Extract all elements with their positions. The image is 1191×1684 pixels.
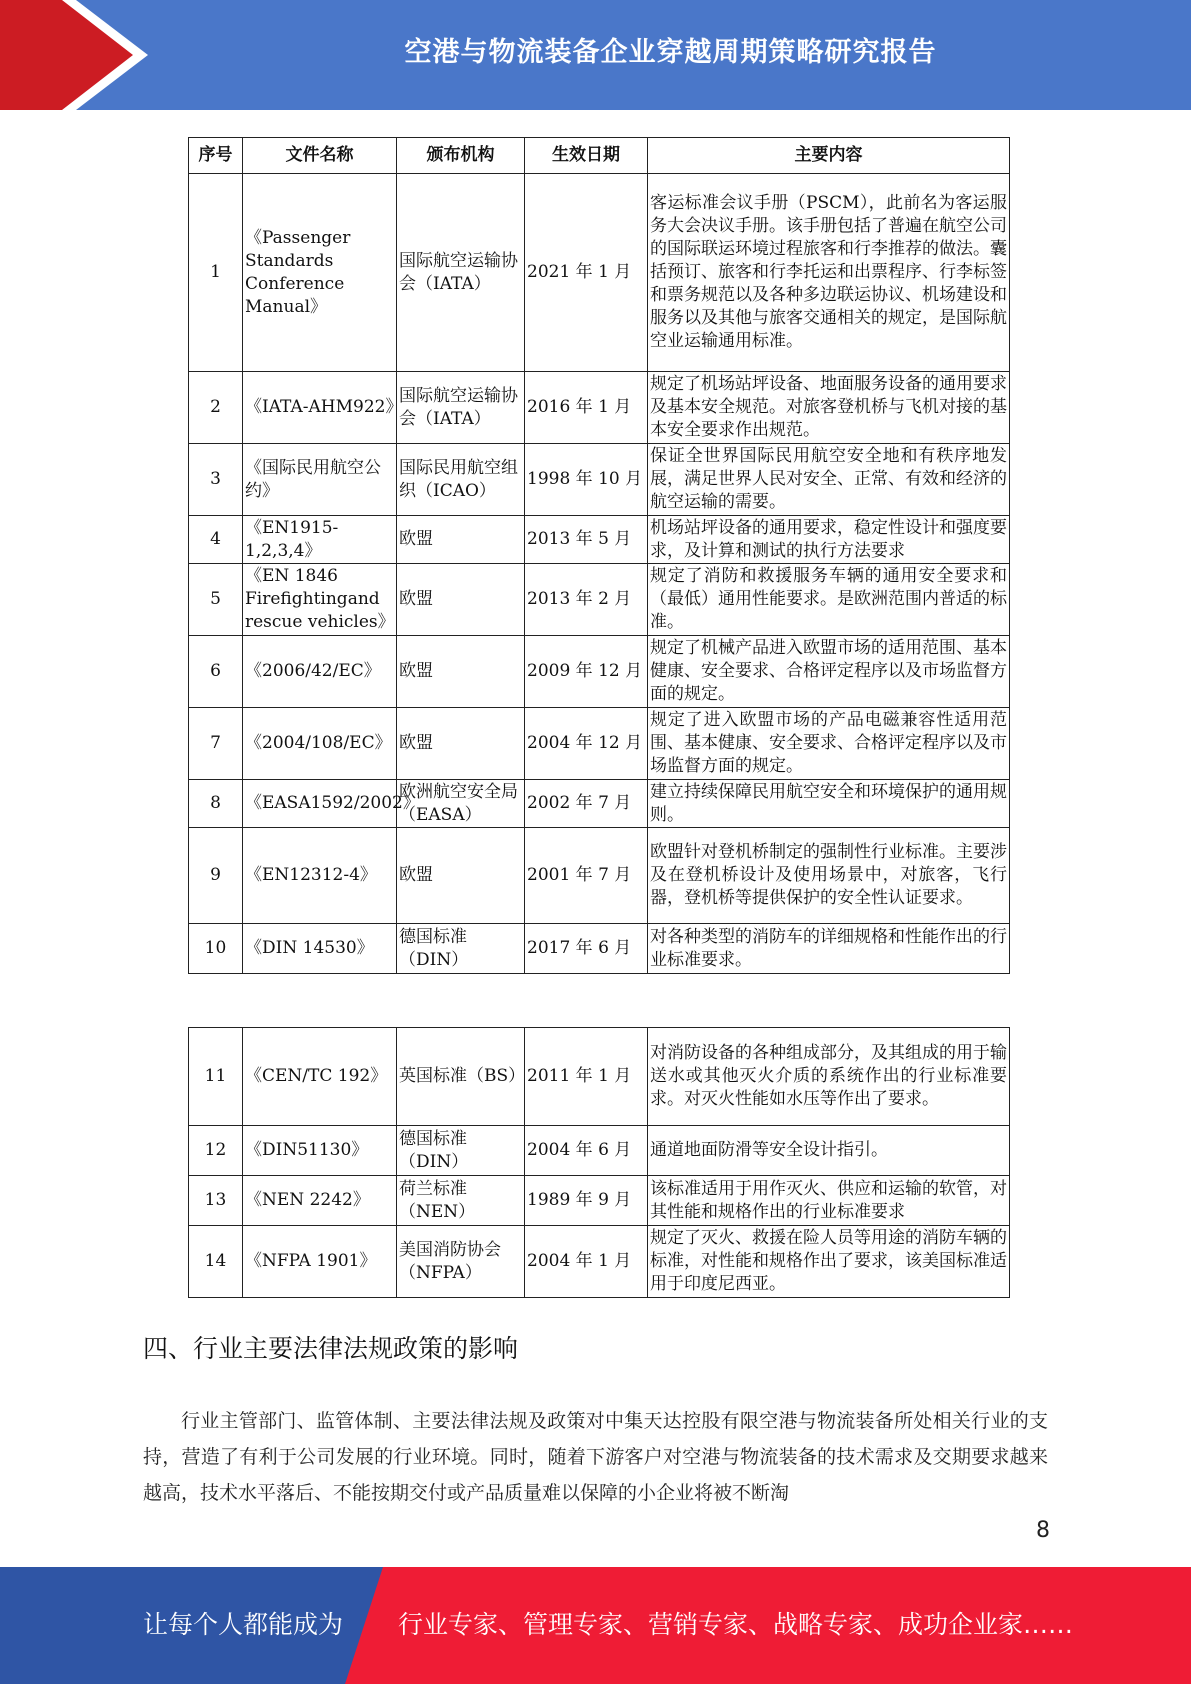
page-number: 8	[1036, 1518, 1050, 1543]
cell-main-content: 客运标准会议手册（PSCM），此前名为客运服务大会决议手册。该手册包括了普遍在航空公司的国际联运环境过程旅客和行李推荐的做法。囊括预订、旅客和行李托运和出票程序、行李标签和票务规范以及各种多边联运协议、机场建设和服务以及其他与旅客交通相关的规定，是国际航空业运输通用标准。	[648, 174, 1010, 372]
cell-main-content: 机场站坪设备的通用要求，稳定性设计和强度要求，及计算和测试的执行方法要求	[648, 516, 1010, 564]
header-org: 颁布机构	[397, 138, 525, 174]
table-row	[189, 780, 1010, 828]
cell-index: 1	[189, 174, 243, 372]
header-date: 生效日期	[525, 138, 648, 174]
cell-main-content: 规定了消防和救援服务车辆的通用安全要求和（最低）通用性能要求。是欧洲范围内普适的标准。	[648, 564, 1010, 636]
table-row	[189, 708, 1010, 780]
page-header	[0, 0, 1191, 110]
footer-slogan-right: 行业专家、管理专家、营销专家、战略专家、成功企业家……	[398, 1610, 1074, 1639]
cell-document-name: 《国际民用航空公约》	[243, 444, 397, 516]
cell-effective-date: 2004 年 12 月	[525, 708, 648, 780]
header-idx: 序号	[189, 138, 243, 174]
cell-effective-date: 2009 年 12 月	[525, 636, 648, 708]
cell-main-content: 对消防设备的各种组成部分，及其组成的用于输送水或其他灭火介质的系统作出的行业标准要求。对灭火性能如水压等作出了要求。	[648, 1028, 1010, 1126]
table-row	[189, 174, 1010, 372]
cell-issuer: 德国标准（DIN）	[397, 924, 525, 974]
cell-document-name: 《CEN/TC 192》	[243, 1028, 397, 1126]
table-row	[189, 1028, 1010, 1126]
cell-document-name: 《Passenger Standards Conference Manual》	[243, 174, 397, 372]
cell-issuer: 欧盟	[397, 516, 525, 564]
cell-index: 9	[189, 828, 243, 924]
cell-index: 6	[189, 636, 243, 708]
cell-document-name: 《2006/42/EC》	[243, 636, 397, 708]
body-paragraph: 行业主管部门、监管体制、主要法律法规及政策对中集天达控股有限空港与物流装备所处相关行业的支持，营造了有利于公司发展的行业环境。同时，随着下游客户对空港与物流装备的技术需求及交期要求越来越高，技术水平落后、不能按期交付或产品质量难以保障的小企业将被不断淘	[143, 1410, 1048, 1504]
cell-index: 2	[189, 372, 243, 444]
cell-issuer: 国际航空运输协会（IATA）	[397, 174, 525, 372]
cell-issuer: 欧盟	[397, 828, 525, 924]
cell-document-name: 《EN 1846 Firefightingand rescue vehicles》	[243, 564, 397, 636]
table-row	[189, 372, 1010, 444]
header-chevron-icon	[0, 0, 160, 110]
cell-main-content: 规定了进入欧盟市场的产品电磁兼容性适用范围、基本健康、安全要求、合格评定程序以及市场监督方面的规定。	[648, 708, 1010, 780]
cell-effective-date: 2002 年 7 月	[525, 780, 648, 828]
cell-main-content: 通道地面防滑等安全设计指引。	[648, 1126, 1010, 1176]
cell-effective-date: 1989 年 9 月	[525, 1176, 648, 1226]
cell-main-content: 规定了机械产品进入欧盟市场的适用范围、基本健康、安全要求、合格评定程序以及市场监督方面的规定。	[648, 636, 1010, 708]
cell-index: 4	[189, 516, 243, 564]
cell-issuer: 国际航空运输协会（IATA）	[397, 372, 525, 444]
cell-main-content: 规定了灭火、救援在险人员等用途的消防车辆的标准，对性能和规格作出了要求，该美国标准适用于印度尼西亚。	[648, 1226, 1010, 1298]
cell-main-content: 建立持续保障民用航空安全和环境保护的通用规则。	[648, 780, 1010, 828]
header-title: 空港与物流装备企业穿越周期策略研究报告	[404, 37, 937, 68]
table-row	[189, 828, 1010, 924]
footer-slogan-left: 让每个人都能成为	[143, 1610, 344, 1639]
cell-issuer: 国际民用航空组织（ICAO）	[397, 444, 525, 516]
cell-effective-date: 2016 年 1 月	[525, 372, 648, 444]
cell-issuer: 英国标准（BS）	[397, 1028, 525, 1126]
cell-document-name: 《DIN51130》	[243, 1126, 397, 1176]
cell-document-name: 《NEN 2242》	[243, 1176, 397, 1226]
header-content: 主要内容	[648, 138, 1010, 174]
cell-index: 8	[189, 780, 243, 828]
cell-index: 3	[189, 444, 243, 516]
cell-document-name: 《NFPA 1901》	[243, 1226, 397, 1298]
cell-index: 11	[189, 1028, 243, 1126]
cell-issuer: 荷兰标准（NEN）	[397, 1176, 525, 1226]
section-heading: 四、行业主要法律法规政策的影响	[143, 1334, 519, 1363]
cell-document-name: 《IATA-AHM922》	[243, 372, 397, 444]
cell-document-name: 《DIN 14530》	[243, 924, 397, 974]
cell-index: 12	[189, 1126, 243, 1176]
cell-document-name: 《2004/108/EC》	[243, 708, 397, 780]
cell-effective-date: 2004 年 1 月	[525, 1226, 648, 1298]
table-row	[189, 636, 1010, 708]
cell-issuer: 美国消防协会（NFPA）	[397, 1226, 525, 1298]
standards-table	[188, 137, 1010, 974]
cell-index: 5	[189, 564, 243, 636]
cell-document-name: 《EN1915-1,2,3,4》	[243, 516, 397, 564]
cell-effective-date: 2001 年 7 月	[525, 828, 648, 924]
cell-effective-date: 2011 年 1 月	[525, 1028, 648, 1126]
table-row	[189, 924, 1010, 974]
table-row	[189, 516, 1010, 564]
cell-main-content: 保证全世界国际民用航空安全地和有秩序地发展，满足世界人民对安全、正常、有效和经济的航空运输的需要。	[648, 444, 1010, 516]
standards-table-continued	[188, 1027, 1010, 1298]
cell-main-content: 欧盟针对登机桥制定的强制性行业标准。主要涉及在登机桥设计及使用场景中，对旅客，飞行器，登机桥等提供保护的安全性认证要求。	[648, 828, 1010, 924]
cell-issuer: 欧洲航空安全局（EASA）	[397, 780, 525, 828]
cell-effective-date: 2017 年 6 月	[525, 924, 648, 974]
cell-effective-date: 2013 年 5 月	[525, 516, 648, 564]
table-row	[189, 1176, 1010, 1226]
cell-index: 14	[189, 1226, 243, 1298]
cell-effective-date: 2013 年 2 月	[525, 564, 648, 636]
cell-issuer: 欧盟	[397, 564, 525, 636]
cell-issuer: 欧盟	[397, 636, 525, 708]
cell-main-content: 对各种类型的消防车的详细规格和性能作出的行业标准要求。	[648, 924, 1010, 974]
cell-index: 13	[189, 1176, 243, 1226]
table-row	[189, 1126, 1010, 1176]
table-row	[189, 444, 1010, 516]
table-row	[189, 564, 1010, 636]
cell-index: 10	[189, 924, 243, 974]
cell-effective-date: 1998 年 10 月	[525, 444, 648, 516]
page-footer	[0, 1567, 1191, 1684]
cell-effective-date: 2021 年 1 月	[525, 174, 648, 372]
cell-issuer: 德国标准（DIN）	[397, 1126, 525, 1176]
table-header-row	[189, 138, 1010, 174]
cell-main-content: 规定了机场站坪设备、地面服务设备的通用要求及基本安全规范。对旅客登机桥与飞机对接的基本安全要求作出规范。	[648, 372, 1010, 444]
cell-index: 7	[189, 708, 243, 780]
cell-issuer: 欧盟	[397, 708, 525, 780]
cell-effective-date: 2004 年 6 月	[525, 1126, 648, 1176]
header-name: 文件名称	[243, 138, 397, 174]
cell-document-name: 《EN12312-4》	[243, 828, 397, 924]
cell-main-content: 该标准适用于用作灭火、供应和运输的软管，对其性能和规格作出的行业标准要求	[648, 1176, 1010, 1226]
cell-document-name: 《EASA1592/2002》	[243, 780, 397, 828]
table-row	[189, 1226, 1010, 1298]
